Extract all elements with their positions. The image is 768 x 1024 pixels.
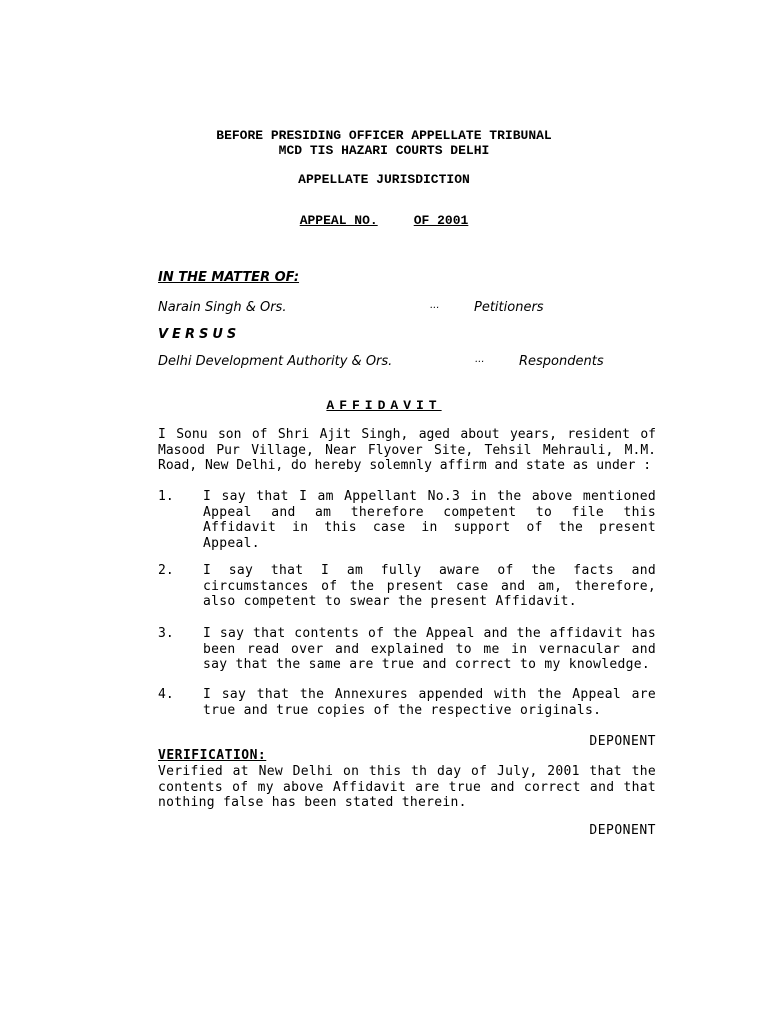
petitioner-name: Narain Singh & Ors.: [158, 300, 287, 315]
petitioner-role: Petitioners: [474, 300, 544, 315]
respondent-dots: ...: [475, 354, 485, 365]
paragraph-text: I say that the Annexures appended with the Appeal are true and true copies of the respective originals.: [203, 687, 656, 718]
verification-heading: VERIFICATION:: [158, 748, 267, 763]
affidavit-intro: I Sonu son of Shri Ajit Singh, aged about years, resident of Masood Pur Village, Near Flyover Site, Tehsil Mehrauli, M.M. Road, New Delhi, do hereby solemnly affirm and state as under :: [158, 427, 656, 473]
petitioner-dots: ...: [430, 300, 440, 311]
court-title-line-1: BEFORE PRESIDING OFFICER APPELLATE TRIBUNAL: [216, 128, 552, 143]
paragraph-number: 2.: [158, 563, 174, 578]
appeal-number-line: [0, 213, 768, 228]
jurisdiction-title: APPELLATE JURISDICTION: [298, 172, 470, 187]
court-title-line-2: MCD TIS HAZARI COURTS DELHI: [278, 143, 490, 158]
paragraph-number: 3.: [158, 626, 174, 641]
affidavit-title: AFFIDAVIT: [326, 398, 442, 413]
paragraph-text: I say that I am Appellant No.3 in the above mentioned Appeal and am therefore competent to file this Affidavit in this case in support of the present Appeal.: [203, 489, 656, 551]
paragraph-text: I say that contents of the Appeal and the affidavit has been read over and explained to me in vernacular and say that the same are true and correct to my knowledge.: [203, 626, 656, 672]
appeal-no-label: APPEAL NO.: [299, 213, 378, 228]
paragraph-text: I say that I am fully aware of the facts and circumstances of the present case and am, therefore, also competent to swear the present Affidavit.: [203, 563, 656, 609]
appeal-year: OF 2001: [413, 213, 469, 228]
respondent-name: Delhi Development Authority & Ors.: [158, 354, 393, 369]
paragraph-number: 1.: [158, 489, 174, 504]
respondent-role: Respondents: [519, 354, 604, 369]
deponent-signature-1: DEPONENT: [589, 734, 656, 749]
versus-label: VERSUS: [158, 327, 241, 342]
matter-heading: IN THE MATTER OF:: [158, 270, 300, 285]
deponent-signature-2: DEPONENT: [589, 823, 656, 838]
paragraph-number: 4.: [158, 687, 174, 702]
verification-text: Verified at New Delhi on this th day of July, 2001 that the contents of my above Affidavit are true and correct and that nothing false has been stated therein.: [158, 764, 656, 810]
